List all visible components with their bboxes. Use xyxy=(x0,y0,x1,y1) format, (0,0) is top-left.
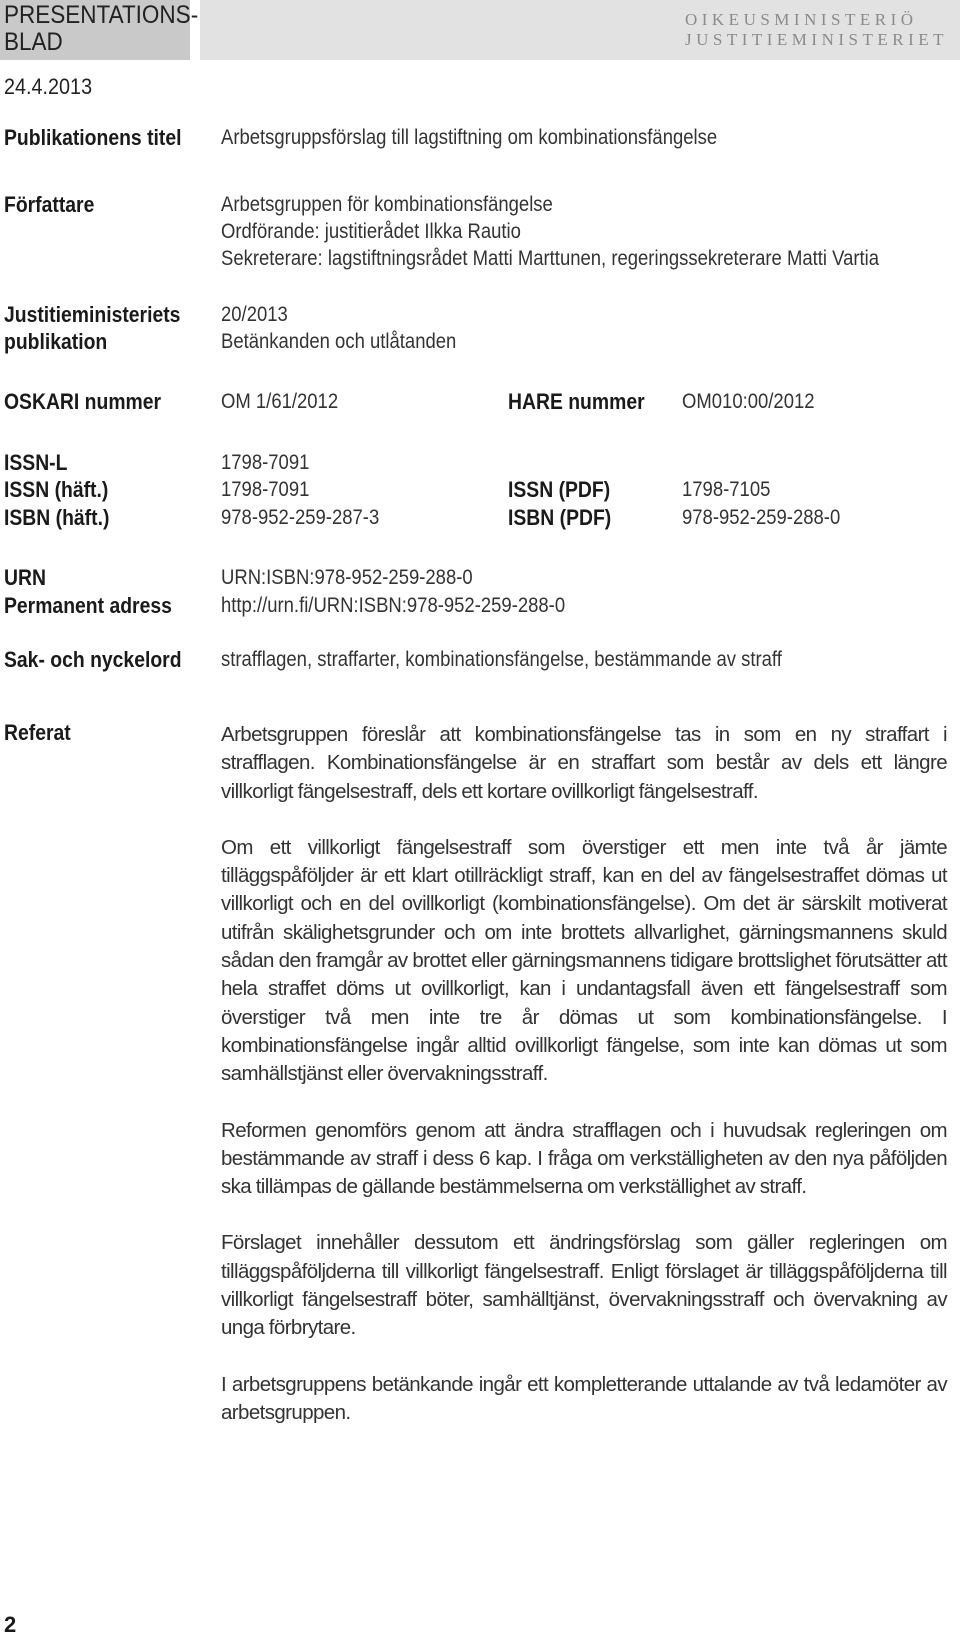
issn-print-label: ISSN (häft.) xyxy=(4,477,109,502)
urn-value: URN:ISBN:978-952-259-288-0 xyxy=(221,566,473,589)
title-value: Arbetsgruppsförslag till lagstiftning om kombinationsfängelse xyxy=(221,126,718,149)
keywords-value: strafflagen, straffarter, kombinationsfängelse, bestämmande av straff xyxy=(221,648,782,671)
issn-pdf-label: ISSN (PDF) xyxy=(508,477,611,502)
ministry-name-sv: JUSTITIEMINISTERIET xyxy=(684,30,948,49)
abstract-paragraph: I arbetsgruppens betänkande ingår ett kompletterande uttalande av två ledamöter av arbetsgruppen. xyxy=(221,1372,947,1424)
issn-pdf-value: 1798-7105 xyxy=(682,478,771,501)
urn-label: URN xyxy=(4,565,46,590)
doc-type-line-2: BLAD xyxy=(4,28,63,56)
isbn-pdf-value: 978-952-259-288-0 xyxy=(682,506,841,529)
page-number: 2 xyxy=(4,1612,17,1637)
permanent-address-label: Permanent adress xyxy=(4,593,172,618)
issn-print-value: 1798-7091 xyxy=(221,478,310,501)
publication-label-line-1: Justitieministeriets xyxy=(4,302,181,327)
issn-l-label: ISSN-L xyxy=(4,450,68,475)
author-line-3: Sekreterare: lagstiftningsrådet Matti Marttunen, regeringssekreterare Matti Vartia xyxy=(221,247,880,270)
abstract-paragraph: Om ett villkorligt fängelsestraff som överstiger ett men inte två år jämte tilläggspåföljder är ett klart otillräckligt straff, kan en del av fängelsestraffet dömas ut villkorligt och en del ovillkorligt (kombinationsfängelse). Om det är särskilt motiverat utifrån skälighetsgrunder och om inte brottets allvarlighet, gärningsmannens skuld sådan den framgår av brottet eller gärningsmannens tidigare brottslighet förutsätter att hela straffet döms ut ovillkorligt, kan i undantagsfall även ett fängelsestraff som överstiger två men inte tre år dömas ut som kombinationsfängelse. I kombinationsfängelse ingår alltid ovillkorligt fängelse, som inte kan dömas ut som samhällstjänst eller övervakningsstraff. xyxy=(221,835,947,1086)
author-line-1: Arbetsgruppen för kombinationsfängelse xyxy=(221,193,553,216)
publication-series: Betänkanden och utlåtanden xyxy=(221,330,457,353)
author-label: Författare xyxy=(4,192,95,217)
ministry-name-fi: OIKEUSMINISTERIÖ xyxy=(684,10,918,29)
abstract-paragraph: Reformen genomförs genom att ändra strafflagen och i huvudsak regleringen om bestämmande av straff i dess 6 kap. I fråga om verkställigheten av den nya påföljden ska tillämpas de gällande bestämmelserna om verkställighet av straff. xyxy=(221,1118,947,1199)
document-date: 24.4.2013 xyxy=(4,74,93,99)
ministry-logo-text xyxy=(685,10,948,50)
oskari-label: OSKARI nummer xyxy=(4,389,162,414)
isbn-print-label: ISBN (häft.) xyxy=(4,505,110,530)
publication-number: 20/2013 xyxy=(221,303,288,326)
oskari-value: OM 1/61/2012 xyxy=(221,390,339,413)
isbn-print-value: 978-952-259-287-3 xyxy=(221,506,380,529)
author-line-2: Ordförande: justitierådet Ilkka Rautio xyxy=(221,220,521,243)
keywords-label: Sak- och nyckelord xyxy=(4,647,182,672)
ministry-banner xyxy=(200,0,960,60)
doc-type-title xyxy=(4,2,198,56)
abstract-label: Referat xyxy=(4,720,71,745)
abstract-paragraph: Förslaget innehåller dessutom ett ändringsförslag som gäller regleringen om tilläggspåföljderna till villkorligt fängelsestraff. Enligt förslaget är tilläggspåföljderna till villkorligt fängelsestraff böter, samhälltjänst, övervakningsstraff och övervakning av unga förbrytare. xyxy=(221,1231,947,1340)
hare-label: HARE nummer xyxy=(508,389,645,414)
hare-value: OM010:00/2012 xyxy=(682,390,815,413)
isbn-pdf-label: ISBN (PDF) xyxy=(508,505,612,530)
permanent-address-link[interactable]: http://urn.fi/URN:ISBN:978-952-259-288-0 xyxy=(221,594,566,617)
publication-label-line-2: publikation xyxy=(4,329,108,354)
abstract-body xyxy=(221,721,947,1455)
issn-l-value: 1798-7091 xyxy=(221,451,310,474)
abstract-paragraph: Arbetsgruppen föreslår att kombinationsfängelse tas in som en ny straffart i strafflagen. Kombinationsfängelse är en straffart som består av dels ett längre villkorligt fängelsestraff, dels ett kortare ovillkorligt fängelsestraff. xyxy=(221,723,947,803)
title-label: Publikationens titel xyxy=(4,125,182,150)
doc-type-line-1: PRESENTATIONS- xyxy=(4,1,199,29)
